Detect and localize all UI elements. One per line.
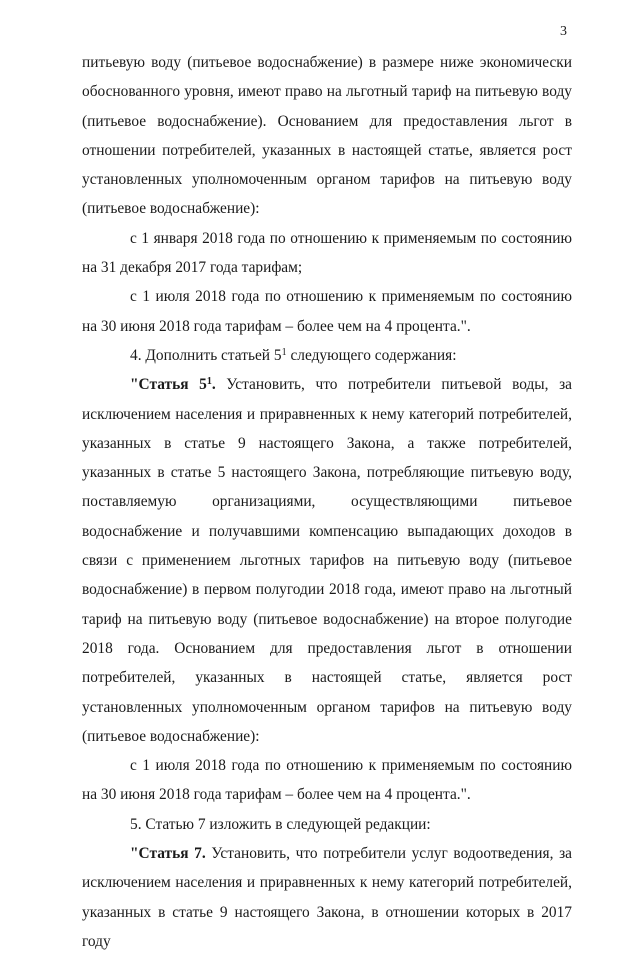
- article-5-1-text: Установить, что потребители питьевой воды, за исключением населения и приравненных к нему категорий потребителей, указанных в статье 9 настоящего Закона, а также потребителей, указанных в статье 5 настоящего Закона, потребляющие питьевую воду, поставляемую организациями, осуществляющими питьевое водоснабжение и получавшими компенсацию выпадающих доходов в связи с применением льготных тарифов на питьевую воду (питьевое водоснабжение) в первом полугодии 2018 года, имеют право на льготный тариф на питьевую воду (питьевое водоснабжение) на второе полугодие 2018 года. Основанием для предоставления льгот в отношении потребителей, указанных в настоящей статье, является рост установленных уполномоченным органом тарифов на питьевую воду (питьевое водоснабжение):: [82, 376, 572, 745]
- amendment-4-superscript: 1: [281, 346, 287, 358]
- amendment-4-tail: следующего содержания:: [286, 346, 457, 364]
- page-number: 3: [560, 24, 567, 39]
- article-5-1-superscript: 1: [206, 376, 212, 388]
- paragraph-continuation: питьевую воду (питьевое водоснабжение) в размере ниже экономически обоснованного уровня, имеют право на льготный тариф на питьевую воду (питьевое водоснабжение). Основанием для предоставления льгот в отношении потребителей, указанных в настоящей статье, является рост установленных уполномоченным органом тарифов на питьевую воду (питьевое водоснабжение):: [82, 54, 572, 218]
- article-5-1-quote: ": [130, 376, 139, 394]
- article-5-1-label-end: .: [211, 376, 216, 394]
- paragraph-article-7: [82, 839, 572, 956]
- paragraph-article-5-1: [82, 370, 572, 751]
- amendment-4-text: 4. Дополнить статьей 5: [130, 346, 282, 364]
- paragraph-july-2018-second: с 1 июля 2018 года по отношению к применяемым по состоянию на 30 июня 2018 года тарифам – более чем на 4 процента.".: [82, 757, 572, 804]
- article-5-1-label: Статья 5: [138, 376, 207, 394]
- paragraph-july-2018: с 1 июля 2018 года по отношению к применяемым по состоянию на 30 июня 2018 года тарифам – более чем на 4 процента.".: [82, 288, 572, 335]
- article-7-label: Статья 7.: [138, 845, 206, 863]
- article-7-quote: ": [130, 845, 139, 863]
- article-7-text: Установить, что потребители услуг водоотведения, за исключением населения и приравненных к нему категорий потребителей, указанных в статье 9 настоящего Закона, в отношении которых в 2017 году: [82, 845, 572, 950]
- paragraph-amendment-5: 5. Статью 7 изложить в следующей редакции:: [130, 815, 431, 833]
- paragraph-amendment-4: [82, 341, 572, 370]
- document-body: [82, 48, 572, 956]
- paragraph-january-2018: с 1 января 2018 года по отношению к применяемым по состоянию на 31 декабря 2017 года тарифам;: [82, 229, 572, 277]
